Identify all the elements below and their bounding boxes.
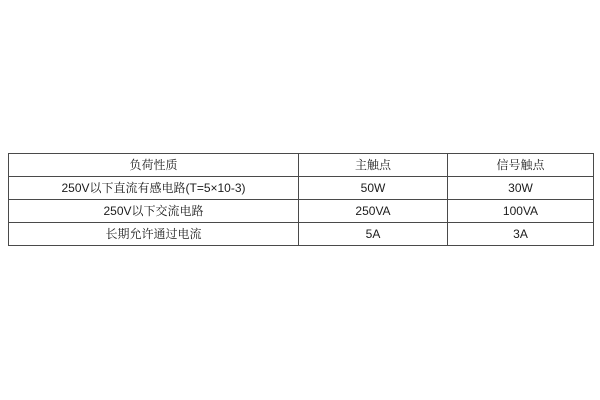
- header-cell-signal-contact: 信号触点: [448, 154, 594, 177]
- table-row: [9, 223, 594, 246]
- cell-main-contact: 5A: [299, 223, 448, 246]
- cell-load-nature: 250V以下交流电路: [9, 200, 299, 223]
- table-row: [9, 200, 594, 223]
- cell-main-contact: 250VA: [299, 200, 448, 223]
- cell-load-nature: 250V以下直流有感电路(T=5×10-3): [9, 177, 299, 200]
- cell-main-contact: 50W: [299, 177, 448, 200]
- spec-table-container: [8, 153, 593, 246]
- load-rating-table: [8, 153, 594, 246]
- header-cell-main-contact: 主触点: [299, 154, 448, 177]
- table-row: [9, 177, 594, 200]
- cell-signal-contact: 100VA: [448, 200, 594, 223]
- cell-load-nature: 长期允许通过电流: [9, 223, 299, 246]
- cell-signal-contact: 3A: [448, 223, 594, 246]
- header-cell-load-nature: 负荷性质: [9, 154, 299, 177]
- cell-signal-contact: 30W: [448, 177, 594, 200]
- table-header-row: [9, 154, 594, 177]
